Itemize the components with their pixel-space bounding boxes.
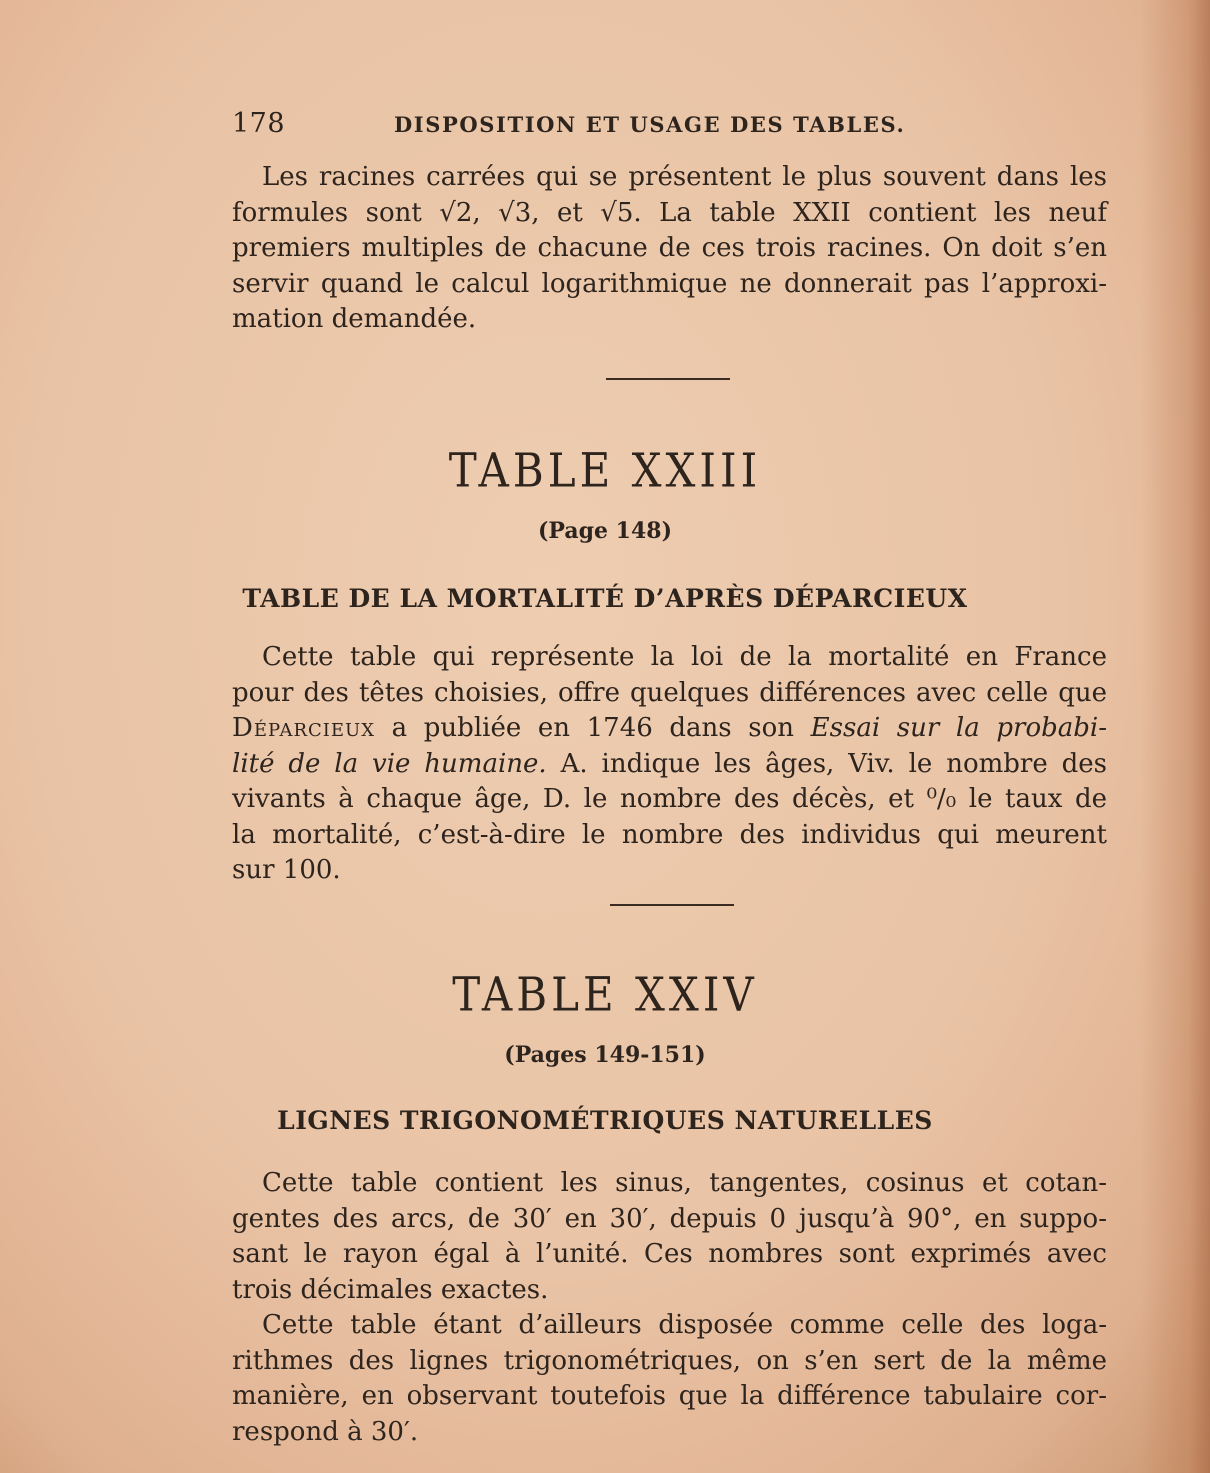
text-span: A. indique les âges, Viv. le nombre des: [546, 748, 1107, 779]
table-xxiv-heading: LIGNES TRIGONOMÉTRIQUES NATURELLES: [277, 1106, 933, 1135]
text-line: gentes des arcs, de 30′ en 30′, depuis 0 jusqu’à 90°, en suppo-: [232, 1203, 1107, 1234]
book-title: Essai sur la probabi-: [810, 713, 1107, 743]
text-line: Cette table contient les sinus, tangentes, cosinus et cotan-: [262, 1168, 1107, 1198]
running-head-title: DISPOSITION ET USAGE DES TABLES.: [394, 112, 906, 137]
text-line: manière, en observant toutefois que la différence tabulaire cor-: [232, 1381, 1107, 1411]
page-edge-shadow: [1140, 0, 1210, 1473]
text-line: [232, 747, 1107, 783]
text-line: Cette table qui représente la loi de la mortalité en France: [262, 642, 1107, 672]
text-line: servir quand le calcul logarithmique ne donnerait pas l’approxi-: [232, 268, 1107, 299]
text-line: Cette table étant d’ailleurs disposée comme celle des loga-: [262, 1310, 1107, 1340]
text-line: rithmes des lignes trigonométriques, on s’en sert de la même: [232, 1345, 1107, 1376]
text-line: sur 100.: [232, 855, 341, 885]
author-name: Déparcieux: [232, 713, 376, 743]
text-line: Les racines carrées qui se présentent le plus souvent dans les: [262, 162, 1107, 192]
text-line: la mortalité, c’est-à-dire le nombre des individus qui meurent: [232, 819, 1107, 850]
table-xxiv-description: [232, 1166, 1107, 1450]
table-xxiv-page-ref: (Pages 149-151): [504, 1042, 706, 1068]
table-xxiii-description: [232, 640, 1107, 889]
page-number: 178: [232, 108, 286, 139]
text-line: [232, 711, 1107, 747]
text-line: mation demandée.: [232, 304, 477, 334]
table-xxiii-page-ref: (Page 148): [538, 518, 672, 544]
section-divider: [606, 378, 730, 380]
table-xxiii-heading: TABLE DE LA MORTALITÉ D’APRÈS DÉPARCIEUX: [242, 584, 968, 613]
text-line: vivants à chaque âge, D. le nombre des décès, et ⁰/₀ le taux de: [232, 784, 1107, 814]
text-line: premiers multiples de chacune de ces trois racines. On doit s’en: [232, 233, 1107, 263]
running-head: [232, 108, 952, 142]
text-line: formules sont √2, √3, et √5. La table XXII contient les neuf: [232, 197, 1107, 228]
book-title-cont: lité de la vie humaine.: [232, 748, 547, 779]
table-xxiv-title: TABLE XXIV: [452, 967, 758, 1022]
text-line: respond à 30′.: [232, 1416, 419, 1447]
text-line: pour des têtes choisies, offre quelques différences avec celle que: [232, 677, 1107, 708]
text-span: a publiée en 1746 dans son: [375, 713, 811, 743]
table-xxiii-title: TABLE XXIII: [448, 443, 762, 498]
intro-paragraph: [232, 160, 1107, 338]
section-divider: [610, 904, 734, 906]
text-line: trois décimales exactes.: [232, 1274, 549, 1305]
text-line: sant le rayon égal à l’unité. Ces nombres sont exprimés avec: [232, 1239, 1107, 1269]
